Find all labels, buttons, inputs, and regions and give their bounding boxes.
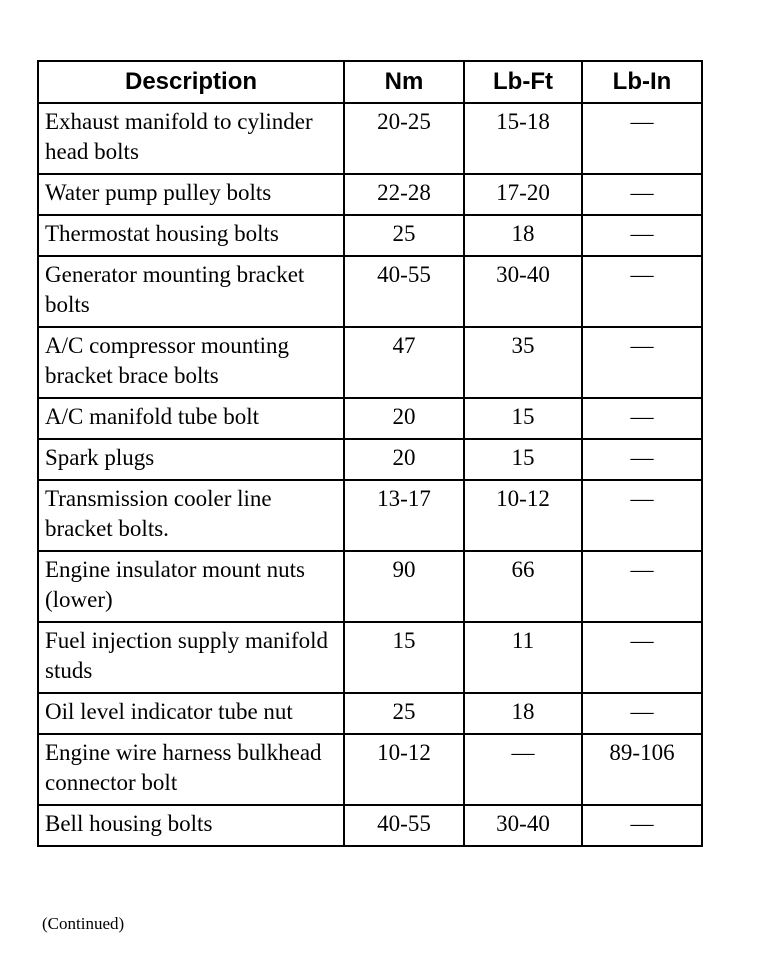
cell-lbin: —	[582, 174, 702, 215]
cell-lbin: —	[582, 215, 702, 256]
cell-lbin: 89-106	[582, 734, 702, 805]
cell-nm: 47	[344, 327, 464, 398]
cell-description: Oil level indicator tube nut	[38, 693, 344, 734]
cell-lbin: —	[582, 805, 702, 846]
continued-footnote: (Continued)	[42, 914, 125, 933]
cell-description: Bell housing bolts	[38, 805, 344, 846]
header-description: Description	[38, 61, 344, 103]
table-row	[38, 551, 702, 622]
cell-lbft: 15-18	[464, 103, 582, 174]
cell-description: Spark plugs	[38, 439, 344, 480]
torque-spec-table	[37, 60, 703, 847]
table-row	[38, 693, 702, 734]
table-row	[38, 734, 702, 805]
cell-nm: 20	[344, 439, 464, 480]
table-row	[38, 480, 702, 551]
cell-lbin: —	[582, 103, 702, 174]
header-lbft: Lb-Ft	[464, 61, 582, 103]
cell-lbft: 17-20	[464, 174, 582, 215]
cell-description: Generator mounting bracket bolts	[38, 256, 344, 327]
cell-description: A/C compressor mounting bracket brace bolts	[38, 327, 344, 398]
cell-nm: 40-55	[344, 256, 464, 327]
cell-description: Thermostat housing bolts	[38, 215, 344, 256]
table-row	[38, 327, 702, 398]
table-row	[38, 256, 702, 327]
table-header-row	[38, 61, 702, 103]
cell-nm: 15	[344, 622, 464, 693]
cell-lbft: 11	[464, 622, 582, 693]
cell-lbin: —	[582, 398, 702, 439]
cell-lbft: 30-40	[464, 805, 582, 846]
cell-lbft: 15	[464, 439, 582, 480]
cell-lbft: 18	[464, 693, 582, 734]
cell-lbin: —	[582, 327, 702, 398]
cell-nm: 20	[344, 398, 464, 439]
cell-lbin: —	[582, 622, 702, 693]
cell-nm: 13-17	[344, 480, 464, 551]
header-lbin: Lb-In	[582, 61, 702, 103]
cell-lbin: —	[582, 256, 702, 327]
cell-lbft: 35	[464, 327, 582, 398]
cell-lbft: 10-12	[464, 480, 582, 551]
cell-description: Transmission cooler line bracket bolts.	[38, 480, 344, 551]
cell-nm: 40-55	[344, 805, 464, 846]
cell-nm: 25	[344, 215, 464, 256]
cell-lbin: —	[582, 551, 702, 622]
cell-lbin: —	[582, 480, 702, 551]
cell-description: Engine wire harness bulkhead connector bolt	[38, 734, 344, 805]
table-row	[38, 439, 702, 480]
cell-nm: 90	[344, 551, 464, 622]
cell-description: A/C manifold tube bolt	[38, 398, 344, 439]
table-row	[38, 398, 702, 439]
table-row	[38, 215, 702, 256]
cell-description: Exhaust manifold to cylinder head bolts	[38, 103, 344, 174]
cell-nm: 10-12	[344, 734, 464, 805]
table-row	[38, 805, 702, 846]
cell-nm: 25	[344, 693, 464, 734]
cell-lbft: 30-40	[464, 256, 582, 327]
table-row	[38, 622, 702, 693]
cell-description: Fuel injection supply manifold studs	[38, 622, 344, 693]
cell-lbft: —	[464, 734, 582, 805]
table-row	[38, 174, 702, 215]
cell-nm: 22-28	[344, 174, 464, 215]
cell-lbft: 66	[464, 551, 582, 622]
cell-lbft: 15	[464, 398, 582, 439]
table-row	[38, 103, 702, 174]
cell-lbft: 18	[464, 215, 582, 256]
cell-lbin: —	[582, 439, 702, 480]
cell-description: Engine insulator mount nuts (lower)	[38, 551, 344, 622]
header-nm: Nm	[344, 61, 464, 103]
cell-description: Water pump pulley bolts	[38, 174, 344, 215]
cell-lbin: —	[582, 693, 702, 734]
cell-nm: 20-25	[344, 103, 464, 174]
